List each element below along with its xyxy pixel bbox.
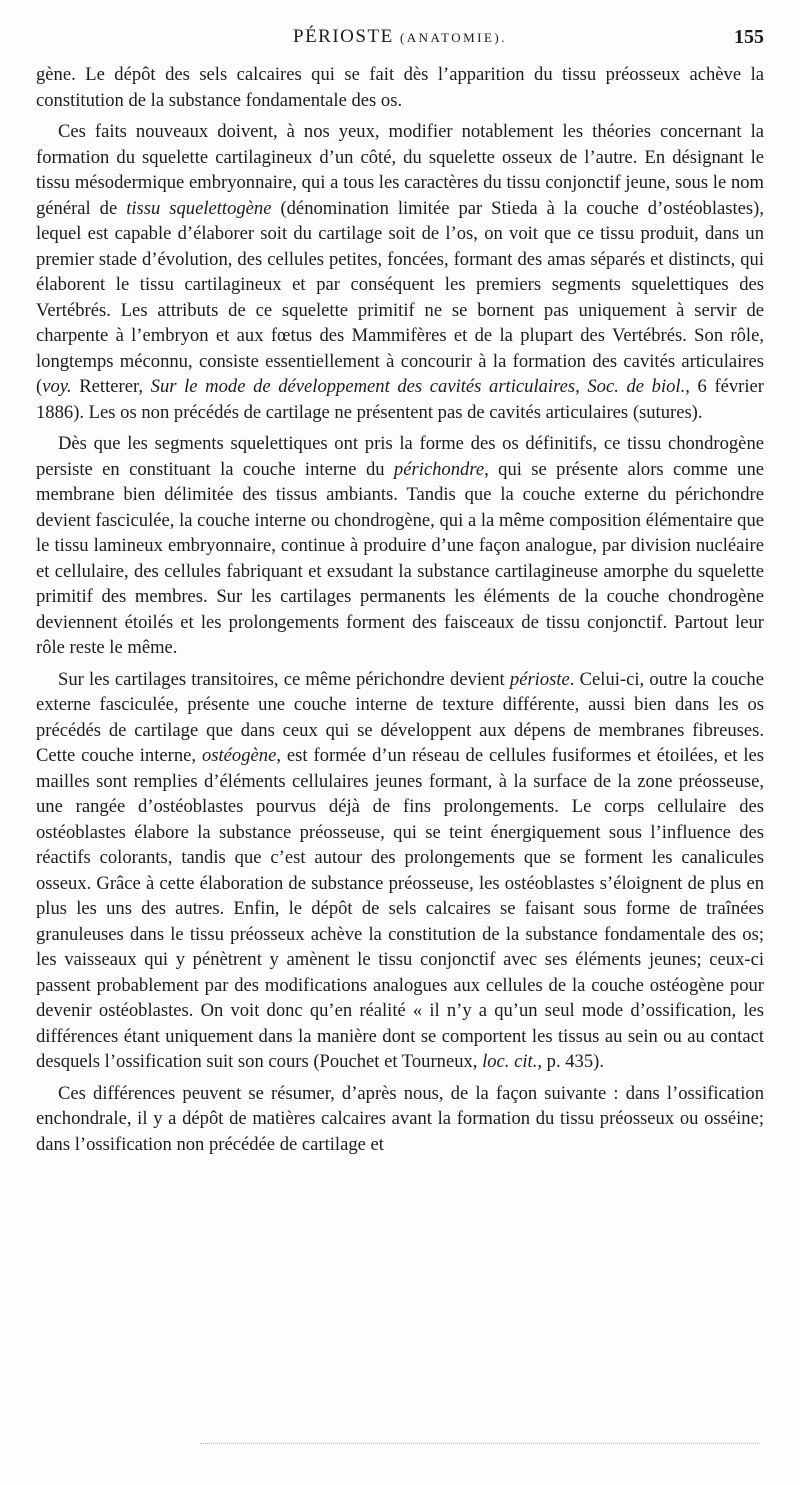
text-run: , qui se présente alors comme une membrane bien délimitée des tissus ambiants. Tandis que la couche externe du périchondre devient fasciculée, la couche interne ou chondrogène, qui a la même composition élémentaire que le tissu lamineux embryonnaire, continue à produire d’une façon analogue, par division nucléaire et cellulaire, des cellules fabriquant et exsudant la substance cartilagineuse amorphe du squelette primitif des membres. Sur les cartilages permanents les éléments de la couche chondrogène deviennent étoilés et les prolongements forment des faisceaux de tissu conjonctif. Partout leur rôle reste le même. — [36, 458, 764, 658]
body-text — [36, 62, 764, 1163]
italic-text: voy. — [42, 376, 72, 397]
italic-text: tissu squelettogène — [126, 197, 272, 219]
paragraph — [36, 431, 764, 661]
paragraph — [36, 667, 764, 1075]
italic-text: périchondre — [393, 458, 485, 480]
italic-text: ostéogène — [201, 745, 277, 766]
text-run: , p. 435). — [537, 1051, 604, 1072]
text-run: , est formée d’un réseau de cellules fusiformes et étoilées, et les mailles sont remplies d’éléments cellulaires jeunes formant, à la surface de la zone préosseuse, une rangée d’ostéoblastes pourvus déjà de fins prolongements. Le corps cellulaire des ostéoblastes élabore la substance préosseuse, qui se teint énergiquement sous l’influence des réactifs colorants, tandis que c’est autour des prolongements que se forment les canalicules osseux. Grâce à cette élaboration de substance préosseuse, les ostéoblastes s’éloignent de plus en plus les uns des autres. Enfin, le dépôt de sels calcaires se faisant sous forme de traînées granuleuses dans le tissu préosseux achève la constitution de la substance fondamentale des os; les vaisseaux qui y pénètrent y amènent le tissu conjonctif avec ses éléments jeunes; ceux-ci passent probablement par des modifications analogues aux cellules de la couche ostéogène pour devenir ostéoblastes. On voit donc qu’en réalité « il n’y a qu’un seul mode d’ossification, les différences étant uniquement dans la manière dont se comportent les tissus au sein ou au contact desquels l’ossification suit son cours (Pouchet et Tourneux, — [36, 745, 764, 1072]
text-run: Ces faits nouveaux doivent, à nos yeux, modifier notablement les théories concernant la formation du squelette cartilagineux d’un côté, du squelette osseux de l’autre. En désignant le tissu mésodermique embryonnaire, qui a tous les caractères du tissu conjonctif jeune, sous le nom général de — [36, 121, 764, 219]
paragraph — [36, 119, 764, 425]
text-run: . Celui-ci, outre la couche externe fasciculée, présente une couche interne de texture différente, aussi bien dans les os précédés de cartilage que dans ceux qui se développent aux dépens de membranes fibreuses. Cette couche interne, — [36, 668, 764, 766]
text-run: Dès que les segments squelettiques ont pris la forme des os définitifs, ce tissu chondrogène persiste en constituant la couche interne du — [36, 433, 764, 480]
italic-text: Sur le mode de développement des cavités articulaires, Soc. de biol. — [150, 376, 686, 397]
italic-text: loc. cit. — [482, 1051, 538, 1072]
page-number: 155 — [734, 26, 764, 48]
text-run: Retterer, — [71, 376, 151, 397]
text-run: (dénomination limitée par Stieda à la couche d’ostéoblastes), lequel est capable d’élaborer soit du cartilage soit de l’os, on voit que ce tissu produit, dans un premier stade d’évolution, des cellules petites, foncées, formant des amas séparés et distincts, qui élaborent le tissu cartilagineux et par conséquent les premiers segments squelettiques des Vertébrés. Les attributs de ce squelette primitif ne se bornent pas uniquement à servir de charpente à l’embryon et aux fœtus des Mammifères et de la plupart des Vertébrés. Son rôle, longtemps méconnu, consiste essentiellement à concourir à la formation des cavités articulaires ( — [36, 197, 764, 397]
running-head-subtitle: (ANATOMIE). — [399, 30, 507, 45]
paragraph — [36, 1081, 764, 1158]
text-run: Sur les cartilages transitoires, ce même périchondre devient — [58, 668, 510, 690]
italic-text: périoste — [509, 668, 570, 690]
footer-rule — [200, 1443, 760, 1446]
text-run: Ces différences peuvent se résumer, d’après nous, de la façon suivante : dans l’ossification enchondrale, il y a dépôt de matières calcaires avant la formation du tissu préosseux ou osséine; dans l’ossification non précédée de cartilage et — [36, 1082, 764, 1155]
paragraph — [36, 62, 764, 113]
running-head-title: PÉRIOSTE — [293, 26, 394, 47]
text-run: gène. Le dépôt des sels calcaires qui se fait dès l’apparition du tissu préosseux achève la constitution de la substance fondamentale des os. — [36, 64, 764, 111]
page-header — [36, 26, 764, 52]
text-run: , 6 février 1886). Les os non précédés de cartilage ne présentent pas de cavités articulaires (sutures). — [36, 376, 764, 423]
running-head — [36, 26, 764, 48]
